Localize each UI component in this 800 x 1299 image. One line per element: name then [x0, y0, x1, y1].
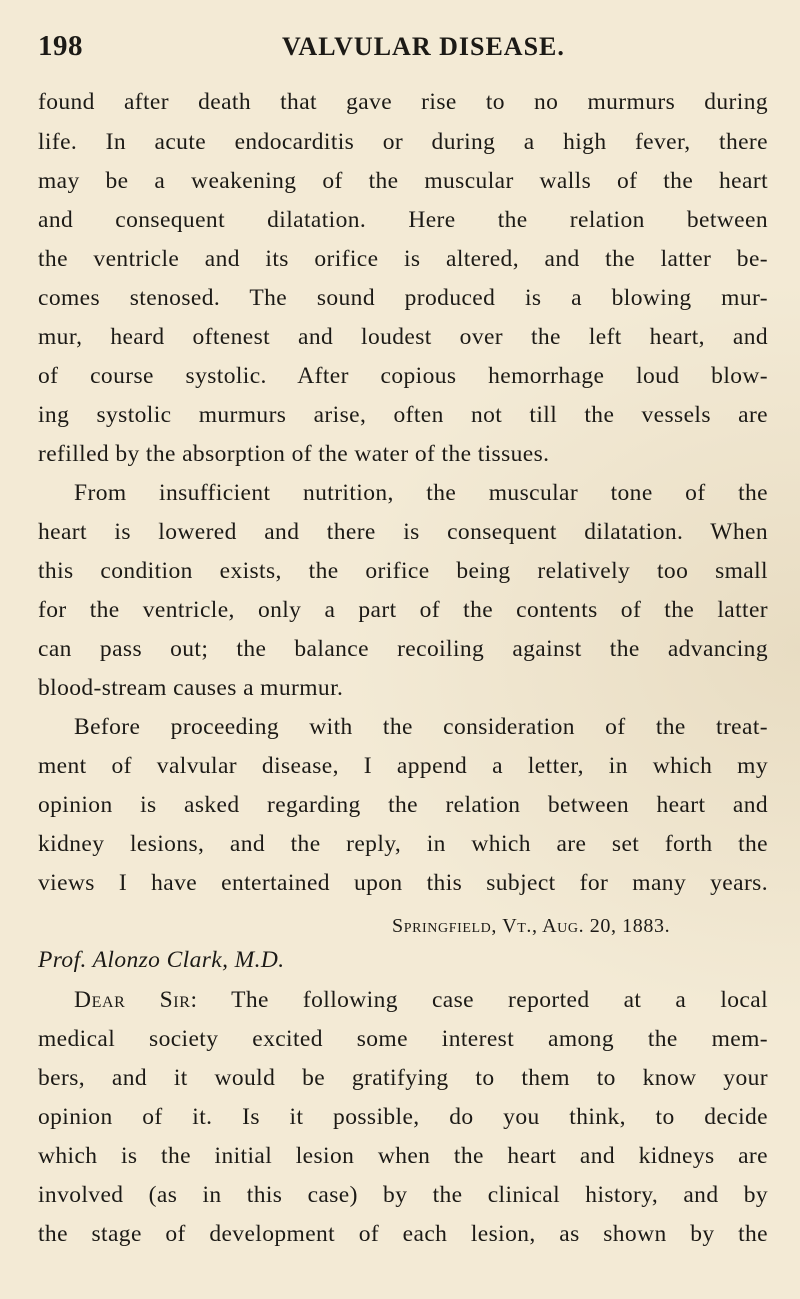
letter-first-line [74, 984, 768, 1016]
text-line: opinion is asked regarding the relation between heart and [38, 792, 768, 818]
text-line: blood-stream causes a murmur. [38, 675, 344, 701]
text-line: the stage of development of each lesion, as shown by the [38, 1221, 768, 1247]
text-line: this condition exists, the orifice being relatively too small [38, 558, 768, 584]
text-line: of course systolic. After copious hemorrhage loud blow- [38, 363, 768, 389]
text-line: can pass out; the balance recoiling against the advancing [38, 636, 768, 662]
text-line: refilled by the absorption of the water of the tissues. [38, 441, 550, 467]
text-line: comes stenosed. The sound produced is a blowing mur- [38, 285, 768, 311]
text-line: medical society excited some interest among the mem- [38, 1026, 768, 1052]
text-line: and consequent dilatation. Here the relation between [38, 207, 768, 233]
text-line: Before proceeding with the consideration of the treat- [74, 714, 768, 740]
text-line: ing systolic murmurs arise, often not till the vessels are [38, 402, 768, 428]
text-line: which is the initial lesion when the heart and kidneys are [38, 1143, 768, 1169]
page-number: 198 [38, 30, 83, 62]
text-line: for the ventricle, only a part of the contents of the latter [38, 597, 768, 623]
text-line: heart is lowered and there is consequent dilatation. When [38, 519, 768, 545]
text-line: bers, and it would be gratifying to them to know your [38, 1065, 768, 1091]
letter-addressee: Prof. Alonzo Clark, M.D. [38, 947, 285, 973]
text-line: views I have entertained upon this subject for many years. [38, 870, 768, 896]
running-head [38, 30, 760, 66]
text-line: opinion of it. Is it possible, do you think, to decide [38, 1104, 768, 1130]
text-line: kidney lesions, and the reply, in which are set forth the [38, 831, 768, 857]
running-title: VALVULAR DISEASE. [282, 32, 565, 61]
text-line: From insufficient nutrition, the muscular tone of the [74, 480, 768, 506]
letter-dateline: Springfield, Vt., Aug. 20, 1883. [392, 915, 671, 937]
text-line: ment of valvular disease, I append a letter, in which my [38, 753, 768, 779]
letter-salutation: Dear Sir [74, 987, 191, 1013]
text-line: mur, heard oftenest and loudest over the left heart, and [38, 324, 768, 350]
text-line: found after death that gave rise to no murmurs during [38, 89, 768, 115]
text-line: the ventricle and its orifice is altered, and the latter be- [38, 246, 768, 272]
text-line: life. In acute endocarditis or during a high fever, there [38, 129, 768, 155]
text-line: involved (as in this case) by the clinical history, and by [38, 1182, 768, 1208]
letter-first-line-rest: : The following case reported at a local [190, 987, 769, 1013]
text-line: may be a weakening of the muscular walls of the heart [38, 168, 768, 194]
